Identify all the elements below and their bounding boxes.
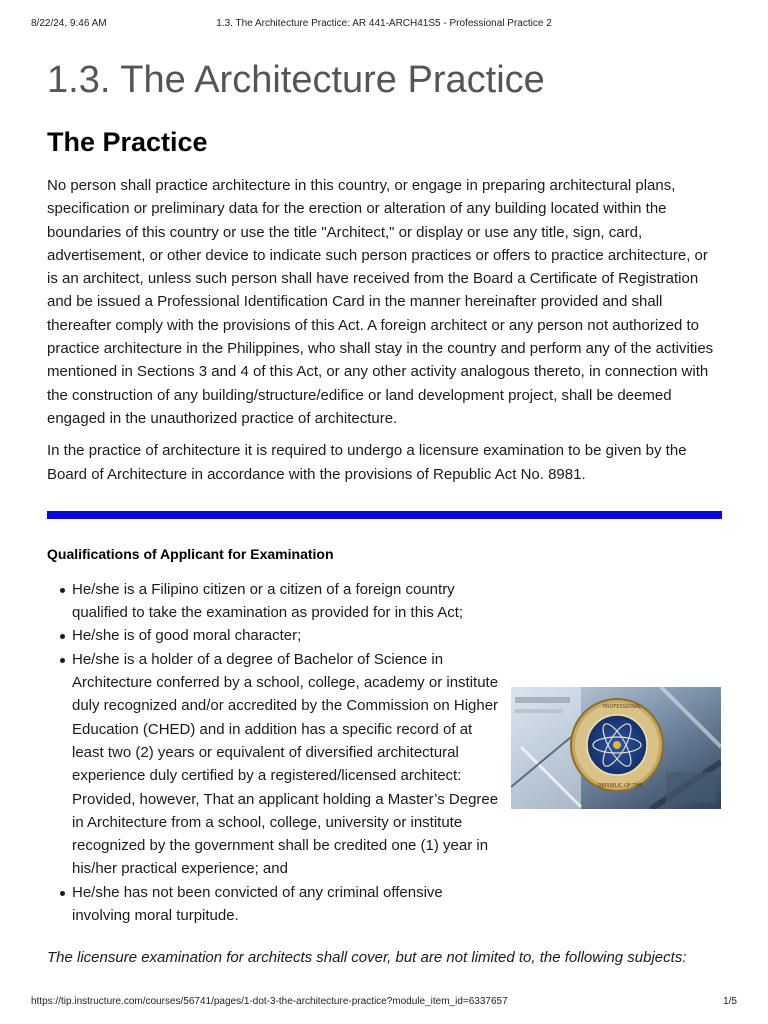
section-title: The Practice: [47, 127, 208, 157]
page-number: 1/5: [723, 996, 737, 1007]
prc-seal-illustration: [511, 687, 721, 809]
print-date: 8/22/24, 9:46 AM: [31, 18, 107, 29]
list-item: He/she is a Filipino citizen or a citizen of a foreign country qualified to take the examination as provided for in this Act;: [72, 578, 502, 625]
page-content: [47, 55, 722, 969]
qualifications-heading: Qualifications of Applicant for Examination: [47, 545, 334, 562]
qualifications-block: [47, 578, 722, 927]
svg-text:PROFESSIONAL: PROFESSIONAL: [603, 703, 642, 710]
print-url: https://tip.instructure.com/courses/56741/pages/1-dot-3-the-architecture-practice?module_item_id=6337657: [31, 996, 508, 1007]
practice-paragraph: No person shall practice architecture in this country, or engage in preparing architectural plans, specification or preliminary data for the erection or alteration of any building located within the boundaries of this country or use the title "Architect," or display or use any title, sign, card, advertisement, or other device to indicate such person practices or offers to practice architecture, or is an architect, unless such person shall have received from the Board a Certificate of Registration and be issued a Professional Identification Card in the manner hereinafter provided and shall thereafter comply with the provisions of this Act. A foreign architect or any person not authorized to practice architecture in the Philippines, who shall stay in the country and perform any of the activities mentioned in Sections 3 and 4 of this Act, or any other activity analogous thereto, in connection with the construction of any building/structure/edifice or land development project, shall be deemed engaged in the unauthorized practice of architecture.: [47, 177, 714, 427]
exam-subjects-intro: The licensure examination for architects shall cover, but are not limited to, the following subjects:: [47, 949, 687, 967]
licensure-paragraph: In the practice of architecture it is required to undergo a licensure examination to be given by the Board of Architecture in accordance with the provisions of Republic Act No. 8981.: [47, 442, 687, 483]
list-item: He/she is of good moral character;: [72, 624, 502, 647]
print-document-title: 1.3. The Architecture Practice: AR 441-ARCH41S5 - Professional Practice 2: [216, 18, 552, 29]
list-item: He/she has not been convicted of any criminal offensive involving moral turpitude.: [72, 881, 502, 928]
svg-text:REPUBLIC OF THE: REPUBLIC OF THE: [598, 782, 643, 789]
qualifications-list: [47, 578, 502, 927]
prc-seal-image: [511, 687, 721, 809]
page-title: 1.3. The Architecture Practice: [47, 59, 545, 101]
section-divider: [47, 511, 722, 519]
list-item: He/she is a holder of a degree of Bachelor of Science in Architecture conferred by a school, college, academy or institute duly recognized and/or accredited by the Commission on Higher Education (CHED) and in addition has a specific record of at least two (2) years or equivalent of diversified architectural experience duly certified by a registered/licensed architect: Provided, however, That an applicant holding a Master’s Degree in Architecture from a school, college, university or institute recognized by the government shall be credited one (1) year in his/her practical experience; and: [72, 648, 502, 881]
